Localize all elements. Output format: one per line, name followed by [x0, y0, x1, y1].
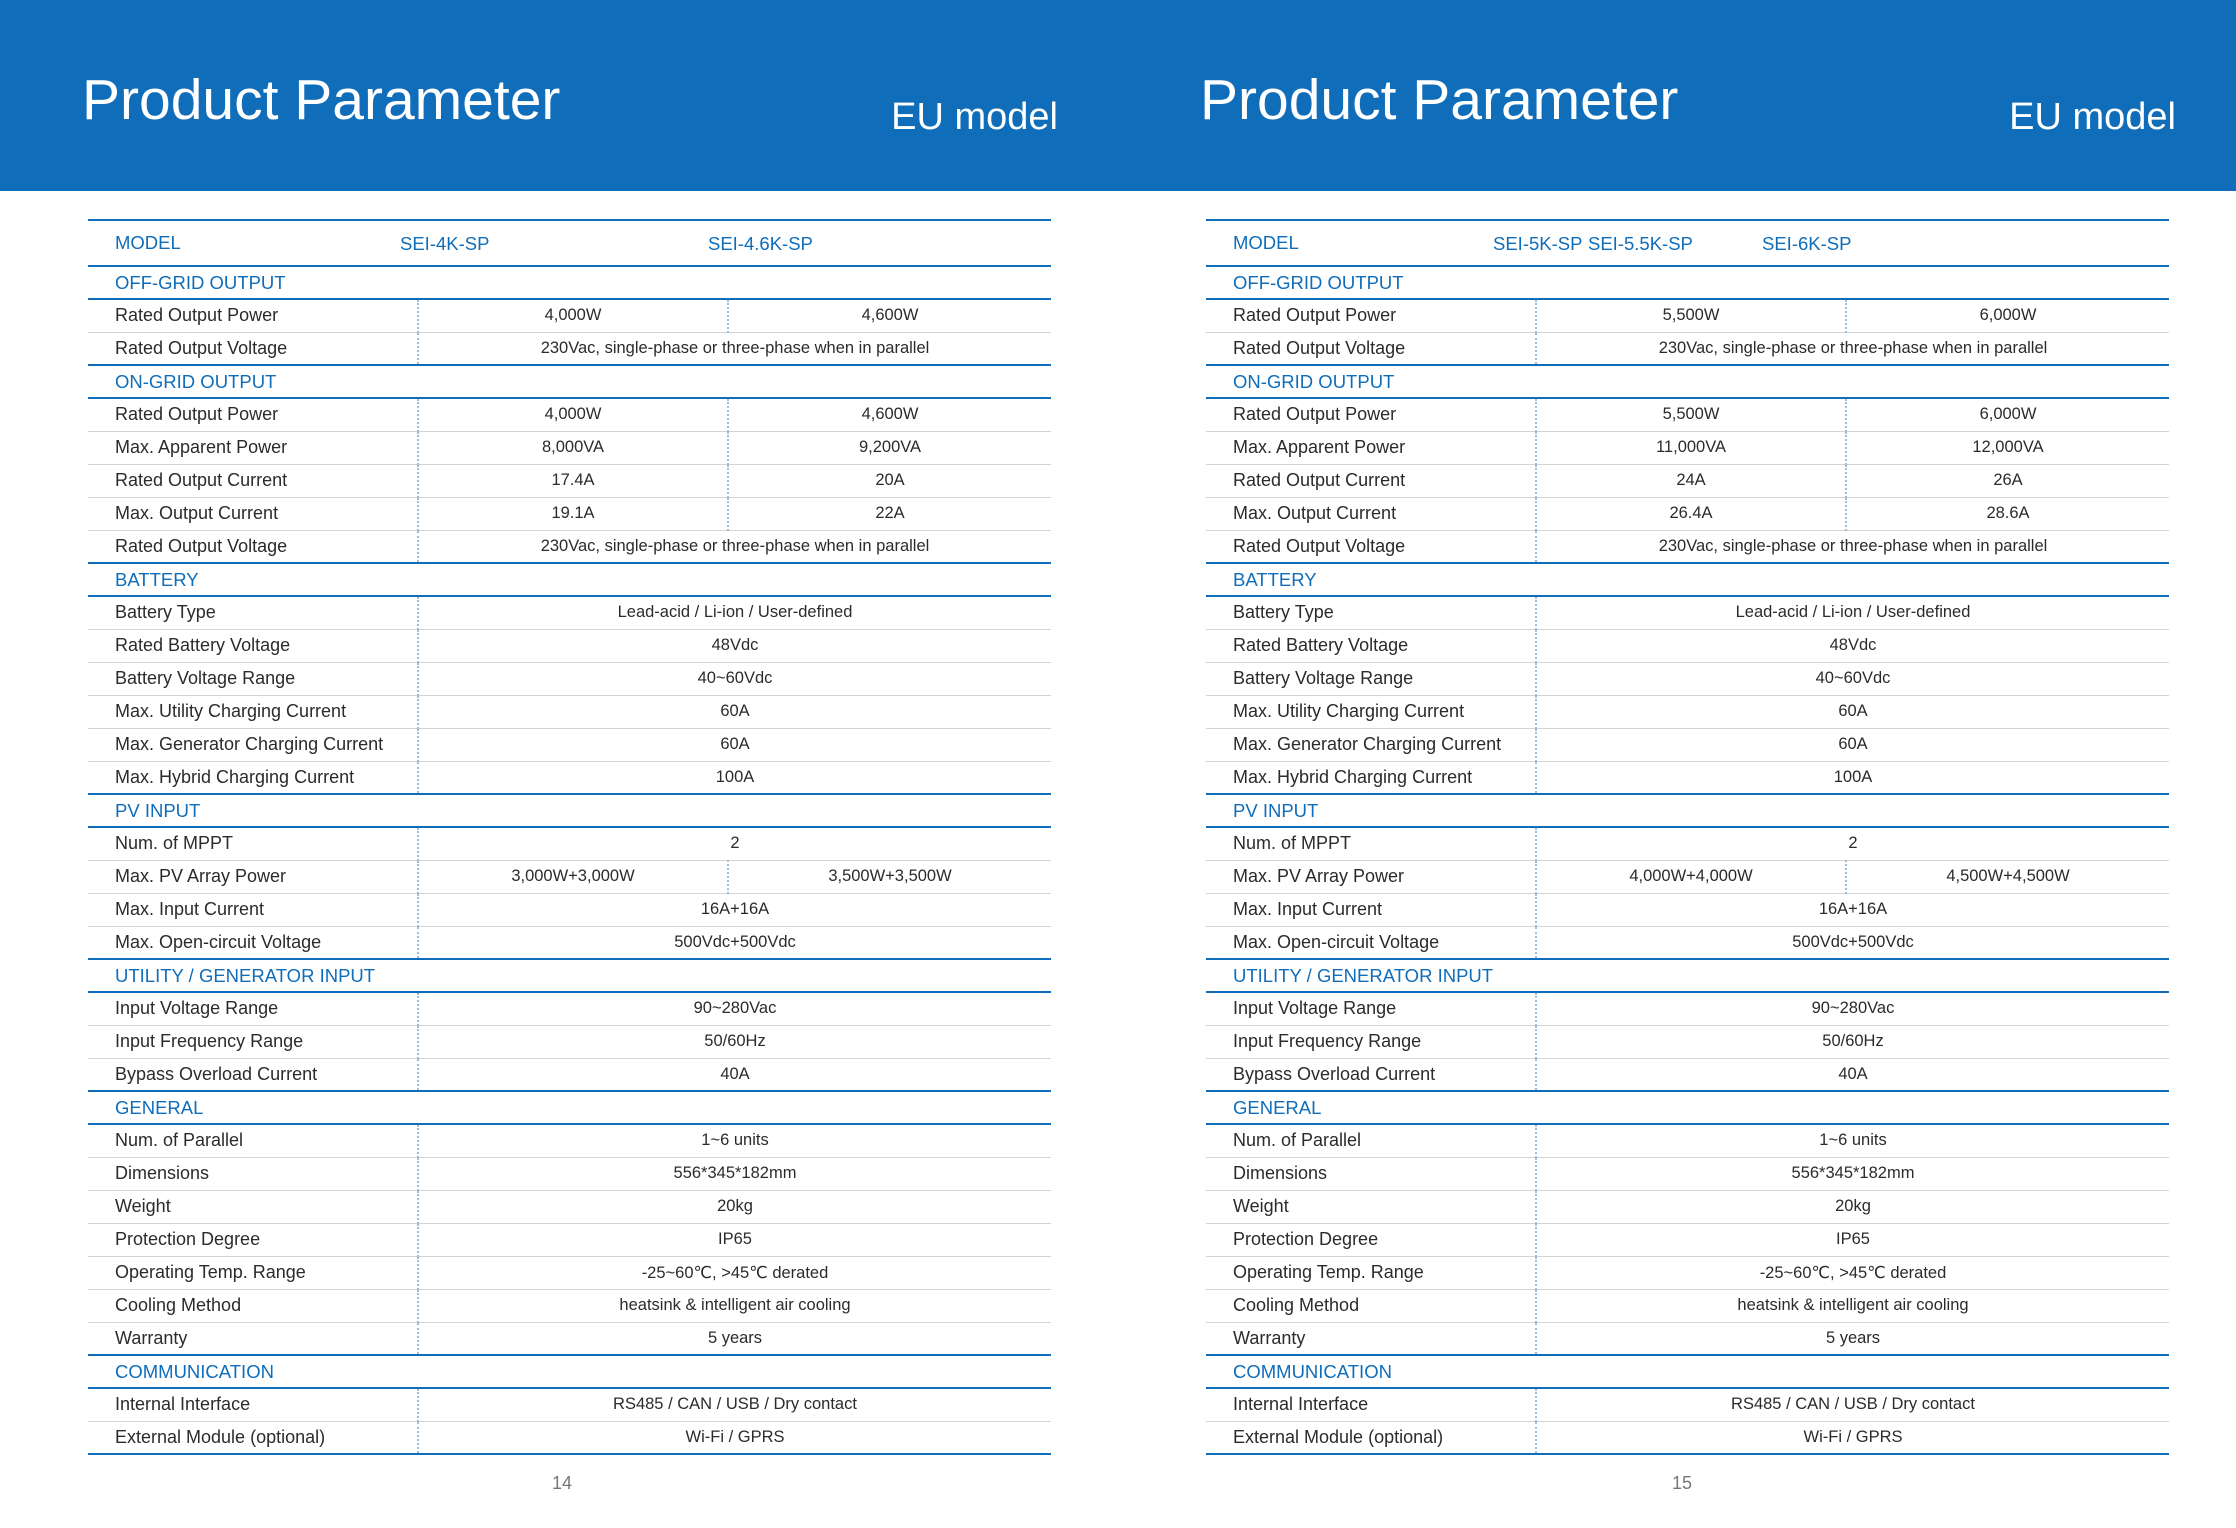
section-title: GENERAL — [1206, 1091, 2169, 1124]
spec-value: 50/60Hz — [418, 1025, 1051, 1058]
spec-label: Dimensions — [1206, 1157, 1536, 1190]
section-title: GENERAL — [88, 1091, 1051, 1124]
spec-value: IP65 — [418, 1223, 1051, 1256]
spec-row — [1206, 893, 2169, 926]
spec-row — [88, 695, 1051, 728]
spec-row — [88, 530, 1051, 563]
spec-label: Input Voltage Range — [88, 992, 418, 1025]
spec-value: -25~60℃, >45℃ derated — [1536, 1256, 2169, 1289]
spec-row — [1206, 497, 2169, 530]
spec-value: 8,000VA — [418, 431, 728, 464]
spec-row — [1206, 332, 2169, 365]
section-title: UTILITY / GENERATOR INPUT — [88, 959, 1051, 992]
spec-row — [88, 893, 1051, 926]
section-header — [88, 266, 1051, 299]
spec-value: 500Vdc+500Vdc — [418, 926, 1051, 959]
spec-value: 2 — [1536, 827, 2169, 860]
spec-label: Internal Interface — [1206, 1388, 1536, 1421]
spec-label: Protection Degree — [88, 1223, 418, 1256]
spec-label: Rated Output Power — [88, 398, 418, 431]
page-title: Product Parameter — [82, 68, 561, 132]
section-title: OFF-GRID OUTPUT — [1206, 266, 2169, 299]
spec-value: heatsink & intelligent air cooling — [418, 1289, 1051, 1322]
spec-row — [1206, 629, 2169, 662]
spec-value: 3,500W+3,500W — [728, 860, 1051, 893]
spec-label: Battery Voltage Range — [1206, 662, 1536, 695]
spec-value: Lead-acid / Li-ion / User-defined — [418, 596, 1051, 629]
spec-row — [1206, 398, 2169, 431]
spec-row — [88, 1124, 1051, 1157]
spec-row — [1206, 761, 2169, 794]
spec-label: Weight — [88, 1190, 418, 1223]
spec-value: 100A — [418, 761, 1051, 794]
spec-value: 9,200VA — [728, 431, 1051, 464]
spec-value: 48Vdc — [418, 629, 1051, 662]
spec-label: Rated Battery Voltage — [1206, 629, 1536, 662]
spec-row — [88, 332, 1051, 365]
spec-row — [1206, 1388, 2169, 1421]
spec-row — [1206, 1322, 2169, 1355]
section-title: UTILITY / GENERATOR INPUT — [1206, 959, 2169, 992]
spec-value: 16A+16A — [1536, 893, 2169, 926]
spec-label: Cooling Method — [88, 1289, 418, 1322]
spec-label: Num. of Parallel — [88, 1124, 418, 1157]
spec-label: Max. Hybrid Charging Current — [88, 761, 418, 794]
model-name: SEI-4K-SP — [400, 233, 490, 254]
spec-value: 20kg — [1536, 1190, 2169, 1223]
spec-label: Weight — [1206, 1190, 1536, 1223]
spec-label: Bypass Overload Current — [1206, 1058, 1536, 1091]
model-label: MODEL — [1206, 220, 1536, 266]
spec-value: 4,500W+4,500W — [1846, 860, 2169, 893]
section-title: ON-GRID OUTPUT — [88, 365, 1051, 398]
spec-value: 60A — [418, 728, 1051, 761]
spec-value: 100A — [1536, 761, 2169, 794]
model-label: MODEL — [88, 220, 418, 266]
spec-value: Wi-Fi / GPRS — [418, 1421, 1051, 1454]
spec-row — [1206, 431, 2169, 464]
spec-value: 11,000VA — [1536, 431, 1846, 464]
spec-label: Max. Input Current — [88, 893, 418, 926]
spec-row — [88, 1256, 1051, 1289]
spec-value: 50/60Hz — [1536, 1025, 2169, 1058]
spec-row — [1206, 1421, 2169, 1454]
section-header — [1206, 1355, 2169, 1388]
spec-value: 28.6A — [1846, 497, 2169, 530]
spec-value: 556*345*182mm — [418, 1157, 1051, 1190]
section-title: PV INPUT — [1206, 794, 2169, 827]
spec-label: Cooling Method — [1206, 1289, 1536, 1322]
section-header — [88, 794, 1051, 827]
spec-label: Battery Type — [88, 596, 418, 629]
spec-row — [88, 497, 1051, 530]
page-right — [1118, 0, 2236, 1528]
spec-value: 24A — [1536, 464, 1846, 497]
spec-row — [88, 1157, 1051, 1190]
spec-label: Warranty — [1206, 1322, 1536, 1355]
spec-row — [88, 629, 1051, 662]
section-header — [1206, 563, 2169, 596]
spec-label: Rated Output Voltage — [1206, 332, 1536, 365]
section-header — [88, 365, 1051, 398]
section-title: COMMUNICATION — [1206, 1355, 2169, 1388]
spec-label: Max. Output Current — [88, 497, 418, 530]
spec-value: 1~6 units — [418, 1124, 1051, 1157]
spec-value: 4,000W — [418, 299, 728, 332]
spec-label: Protection Degree — [1206, 1223, 1536, 1256]
spec-label: Max. PV Array Power — [88, 860, 418, 893]
model-tag: EU model — [2009, 96, 2176, 138]
spec-label: Num. of MPPT — [1206, 827, 1536, 860]
spec-label: Max. Apparent Power — [1206, 431, 1536, 464]
spec-label: Bypass Overload Current — [88, 1058, 418, 1091]
spec-label: Max. Open-circuit Voltage — [1206, 926, 1536, 959]
spec-value: 16A+16A — [418, 893, 1051, 926]
spec-row — [88, 761, 1051, 794]
section-title: PV INPUT — [88, 794, 1051, 827]
spec-value: 5 years — [1536, 1322, 2169, 1355]
spec-value: 230Vac, single-phase or three-phase when in parallel — [418, 530, 1051, 563]
spec-row — [1206, 1190, 2169, 1223]
spec-row — [88, 662, 1051, 695]
spec-label: External Module (optional) — [88, 1421, 418, 1454]
spec-label: Input Voltage Range — [1206, 992, 1536, 1025]
section-header — [88, 1091, 1051, 1124]
spec-label: Rated Output Voltage — [88, 530, 418, 563]
spec-value: 22A — [728, 497, 1051, 530]
model-header-row — [1206, 220, 2169, 266]
spec-label: Max. Apparent Power — [88, 431, 418, 464]
model-name: SEI-5K-SP — [1493, 233, 1583, 254]
spec-value: 4,000W+4,000W — [1536, 860, 1846, 893]
spec-label: Max. PV Array Power — [1206, 860, 1536, 893]
spec-row — [88, 992, 1051, 1025]
spec-row — [1206, 1025, 2169, 1058]
spec-label: Max. Utility Charging Current — [1206, 695, 1536, 728]
spec-row — [88, 464, 1051, 497]
spec-row — [88, 926, 1051, 959]
page-number: 14 — [552, 1473, 573, 1493]
section-title: BATTERY — [1206, 563, 2169, 596]
spec-row — [88, 1025, 1051, 1058]
spec-value: 90~280Vac — [418, 992, 1051, 1025]
spec-label: Max. Open-circuit Voltage — [88, 926, 418, 959]
spec-label: Battery Type — [1206, 596, 1536, 629]
spec-label: Rated Output Voltage — [1206, 530, 1536, 563]
spec-value: -25~60℃, >45℃ derated — [418, 1256, 1051, 1289]
spec-value: RS485 / CAN / USB / Dry contact — [418, 1388, 1051, 1421]
spec-label: Input Frequency Range — [1206, 1025, 1536, 1058]
spec-value: RS485 / CAN / USB / Dry contact — [1536, 1388, 2169, 1421]
spec-value: 40A — [418, 1058, 1051, 1091]
spec-label: Operating Temp. Range — [88, 1256, 418, 1289]
spec-row — [88, 1289, 1051, 1322]
spec-row — [88, 596, 1051, 629]
spec-value: 3,000W+3,000W — [418, 860, 728, 893]
spec-value: 230Vac, single-phase or three-phase when in parallel — [418, 332, 1051, 365]
spec-value: 12,000VA — [1846, 431, 2169, 464]
spec-value: 4,000W — [418, 398, 728, 431]
spec-label: Max. Hybrid Charging Current — [1206, 761, 1536, 794]
spec-row — [1206, 662, 2169, 695]
spec-value: 20kg — [418, 1190, 1051, 1223]
spec-label: Num. of Parallel — [1206, 1124, 1536, 1157]
spec-value: 26A — [1846, 464, 2169, 497]
spec-value: 40~60Vdc — [1536, 662, 2169, 695]
spec-value: Wi-Fi / GPRS — [1536, 1421, 2169, 1454]
spec-label: Rated Battery Voltage — [88, 629, 418, 662]
spec-row — [1206, 1289, 2169, 1322]
spec-row — [1206, 926, 2169, 959]
spec-label: Max. Input Current — [1206, 893, 1536, 926]
spec-row — [1206, 596, 2169, 629]
spec-row — [88, 1058, 1051, 1091]
spec-table — [88, 219, 1051, 1455]
spec-value: 48Vdc — [1536, 629, 2169, 662]
spec-row — [1206, 695, 2169, 728]
spec-value: 20A — [728, 464, 1051, 497]
spec-row — [88, 1388, 1051, 1421]
spec-value: 556*345*182mm — [1536, 1157, 2169, 1190]
section-title: OFF-GRID OUTPUT — [88, 266, 1051, 299]
spec-table — [1206, 219, 2169, 1455]
model-tag: EU model — [891, 96, 1058, 138]
section-header — [1206, 1091, 2169, 1124]
section-header — [88, 959, 1051, 992]
spec-row — [1206, 728, 2169, 761]
model-name: SEI-5.5K-SP — [1588, 233, 1693, 254]
spec-label: Internal Interface — [88, 1388, 418, 1421]
spec-label: Max. Generator Charging Current — [88, 728, 418, 761]
page-title: Product Parameter — [1200, 68, 1679, 132]
spec-row — [1206, 860, 2169, 893]
spec-row — [88, 299, 1051, 332]
spec-label: Rated Output Voltage — [88, 332, 418, 365]
spec-value: 5,500W — [1536, 398, 1846, 431]
spec-label: Battery Voltage Range — [88, 662, 418, 695]
spec-row — [88, 1421, 1051, 1454]
spec-label: Input Frequency Range — [88, 1025, 418, 1058]
spec-value: 26.4A — [1536, 497, 1846, 530]
spec-row — [88, 398, 1051, 431]
spec-label: Max. Output Current — [1206, 497, 1536, 530]
spec-value: 1~6 units — [1536, 1124, 2169, 1157]
spec-row — [1206, 299, 2169, 332]
spec-value: 5 years — [418, 1322, 1051, 1355]
spec-value: 40~60Vdc — [418, 662, 1051, 695]
spec-value: 90~280Vac — [1536, 992, 2169, 1025]
spec-row — [1206, 992, 2169, 1025]
model-names — [400, 220, 1051, 266]
spec-label: Dimensions — [88, 1157, 418, 1190]
spec-label: Rated Output Power — [1206, 398, 1536, 431]
spec-label: External Module (optional) — [1206, 1421, 1536, 1454]
section-header — [88, 563, 1051, 596]
spec-row — [1206, 1223, 2169, 1256]
spec-row — [88, 728, 1051, 761]
spec-label: Operating Temp. Range — [1206, 1256, 1536, 1289]
spec-row — [88, 860, 1051, 893]
spec-value: IP65 — [1536, 1223, 2169, 1256]
spec-label: Rated Output Current — [88, 464, 418, 497]
spec-value: 19.1A — [418, 497, 728, 530]
spec-value: 17.4A — [418, 464, 728, 497]
section-header — [88, 1355, 1051, 1388]
spec-row — [88, 1322, 1051, 1355]
model-header-row — [88, 220, 1051, 266]
spec-value: 40A — [1536, 1058, 2169, 1091]
spec-value: 500Vdc+500Vdc — [1536, 926, 2169, 959]
spec-row — [1206, 464, 2169, 497]
spec-row — [1206, 530, 2169, 563]
spec-row — [88, 1190, 1051, 1223]
spec-value: 6,000W — [1846, 398, 2169, 431]
spec-row — [1206, 1256, 2169, 1289]
section-title: ON-GRID OUTPUT — [1206, 365, 2169, 398]
spec-value: 60A — [1536, 695, 2169, 728]
spec-row — [1206, 1124, 2169, 1157]
spec-row — [1206, 1058, 2169, 1091]
spec-label: Rated Output Current — [1206, 464, 1536, 497]
spec-value: 6,000W — [1846, 299, 2169, 332]
spec-row — [88, 1223, 1051, 1256]
spec-row — [88, 431, 1051, 464]
spec-value: 60A — [1536, 728, 2169, 761]
header-banner — [1118, 0, 2236, 191]
header-banner — [0, 0, 1118, 191]
spec-value: 4,600W — [728, 398, 1051, 431]
spec-value: 230Vac, single-phase or three-phase when in parallel — [1536, 332, 2169, 365]
spec-value: heatsink & intelligent air cooling — [1536, 1289, 2169, 1322]
spec-label: Rated Output Power — [1206, 299, 1536, 332]
spec-label: Num. of MPPT — [88, 827, 418, 860]
spec-row — [1206, 1157, 2169, 1190]
spec-label: Rated Output Power — [88, 299, 418, 332]
spec-value: 4,600W — [728, 299, 1051, 332]
spec-label: Warranty — [88, 1322, 418, 1355]
spec-value: Lead-acid / Li-ion / User-defined — [1536, 596, 2169, 629]
spec-row — [88, 827, 1051, 860]
section-title: COMMUNICATION — [88, 1355, 1051, 1388]
spec-value: 60A — [418, 695, 1051, 728]
model-name: SEI-4.6K-SP — [708, 233, 813, 254]
model-names — [1493, 220, 2169, 266]
spec-label: Max. Generator Charging Current — [1206, 728, 1536, 761]
model-name: SEI-6K-SP — [1762, 233, 1852, 254]
section-header — [1206, 365, 2169, 398]
spec-value: 230Vac, single-phase or three-phase when in parallel — [1536, 530, 2169, 563]
section-header — [1206, 794, 2169, 827]
page-number: 15 — [1672, 1473, 1693, 1493]
section-header — [1206, 959, 2169, 992]
spec-row — [1206, 827, 2169, 860]
spec-value: 5,500W — [1536, 299, 1846, 332]
section-title: BATTERY — [88, 563, 1051, 596]
spec-value: 2 — [418, 827, 1051, 860]
section-header — [1206, 266, 2169, 299]
spec-label: Max. Utility Charging Current — [88, 695, 418, 728]
